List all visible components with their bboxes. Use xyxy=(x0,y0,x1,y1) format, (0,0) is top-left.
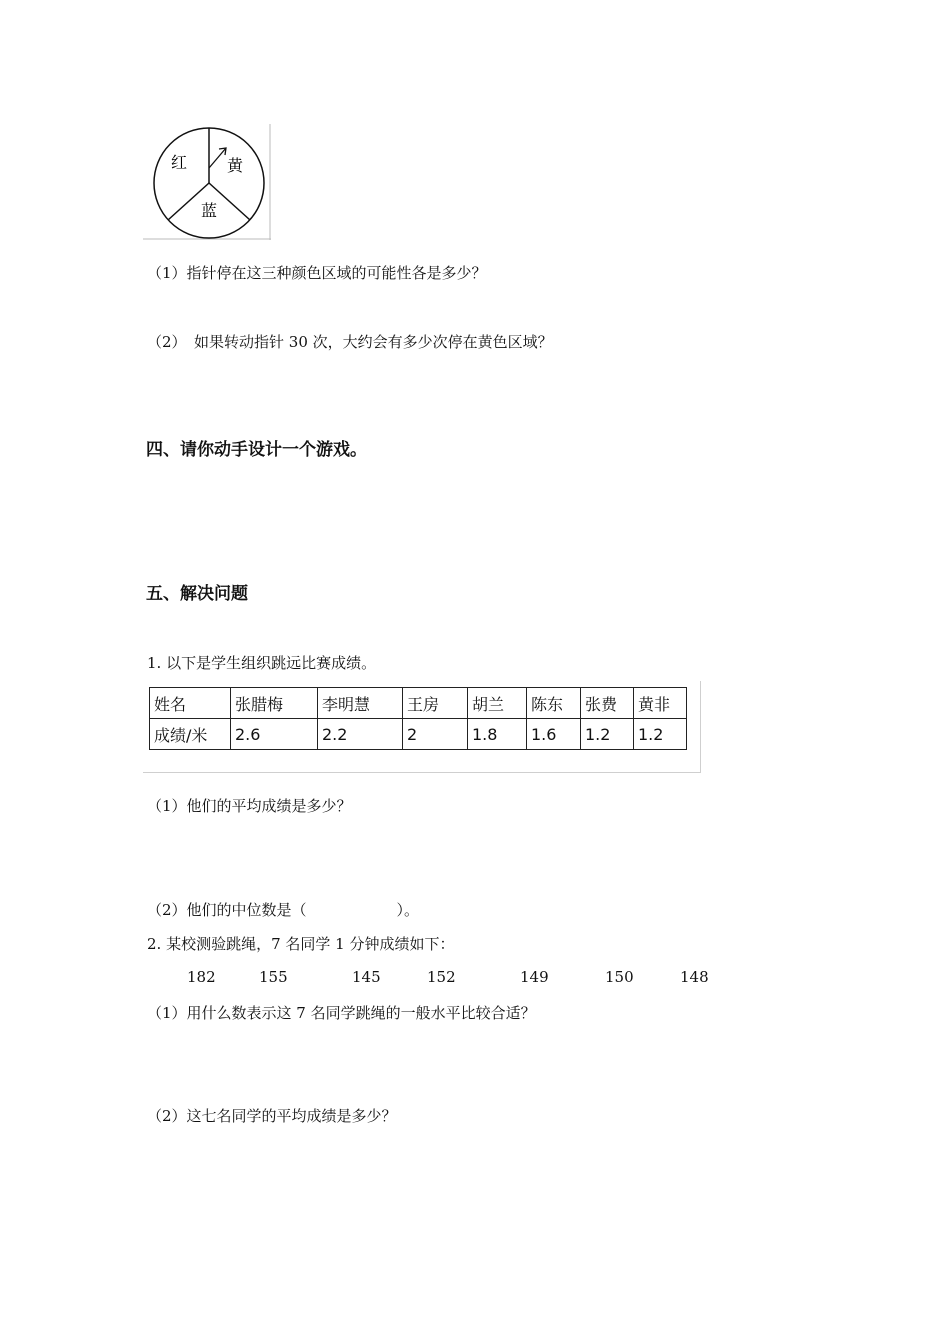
label-blue: 蓝 xyxy=(201,201,218,220)
table-cell: 成绩/米 xyxy=(150,719,231,750)
score-value: 155 xyxy=(259,968,288,986)
score-value: 152 xyxy=(427,968,456,986)
table-row xyxy=(150,719,687,750)
label-red: 红 xyxy=(171,153,188,172)
table-cell: 黄非 xyxy=(634,688,687,719)
problem-2-question-2: （2）这七名同学的平均成绩是多少？ xyxy=(147,1107,397,1125)
table-cell: 1.2 xyxy=(581,719,634,750)
question-3-1: （1）指针停在这三种颜色区域的可能性各是多少？ xyxy=(147,264,487,282)
problem-1-intro: 1. 以下是学生组织跳远比赛成绩。 xyxy=(147,654,377,672)
problem-2-question-1: （1）用什么数表示这 7 名同学跳绳的一般水平比较合适？ xyxy=(147,1004,536,1022)
table-cell: 张费 xyxy=(581,688,634,719)
table-row xyxy=(150,688,687,719)
spinner-diagram xyxy=(143,124,271,240)
score-value: 148 xyxy=(680,968,709,986)
table-cell: 2.2 xyxy=(318,719,403,750)
section-4-heading: 四、请你动手设计一个游戏。 xyxy=(146,440,367,460)
score-value: 149 xyxy=(520,968,549,986)
question-3-2: （2） 如果转动指针 30 次，大约会有多少次停在黄色区域？ xyxy=(147,333,553,351)
table-cell: 张腊梅 xyxy=(231,688,318,719)
score-value: 182 xyxy=(187,968,216,986)
table-cell: 1.6 xyxy=(527,719,581,750)
table-cell: 胡兰 xyxy=(468,688,527,719)
table-cell: 陈东 xyxy=(527,688,581,719)
table-cell: 2.6 xyxy=(231,719,318,750)
problem-2-intro: 2. 某校测验跳绳，7 名同学 1 分钟成绩如下： xyxy=(147,935,455,953)
spinner-figure xyxy=(143,124,271,240)
table-cell: 王房 xyxy=(403,688,468,719)
long-jump-table xyxy=(149,687,687,750)
section-5-heading: 五、解决问题 xyxy=(146,584,248,604)
label-yellow: 黄 xyxy=(227,156,244,175)
problem-1-question-2: （2）他们的中位数是（ ）。 xyxy=(147,901,420,919)
table-cell: 1.2 xyxy=(634,719,687,750)
table-cell: 2 xyxy=(403,719,468,750)
spinner-pointer xyxy=(209,148,226,168)
table-cell: 1.8 xyxy=(468,719,527,750)
table-cell: 李明慧 xyxy=(318,688,403,719)
score-value: 150 xyxy=(605,968,634,986)
table-cell: 姓名 xyxy=(150,688,231,719)
score-value: 145 xyxy=(352,968,381,986)
problem-1-question-1: （1）他们的平均成绩是多少？ xyxy=(147,797,352,815)
